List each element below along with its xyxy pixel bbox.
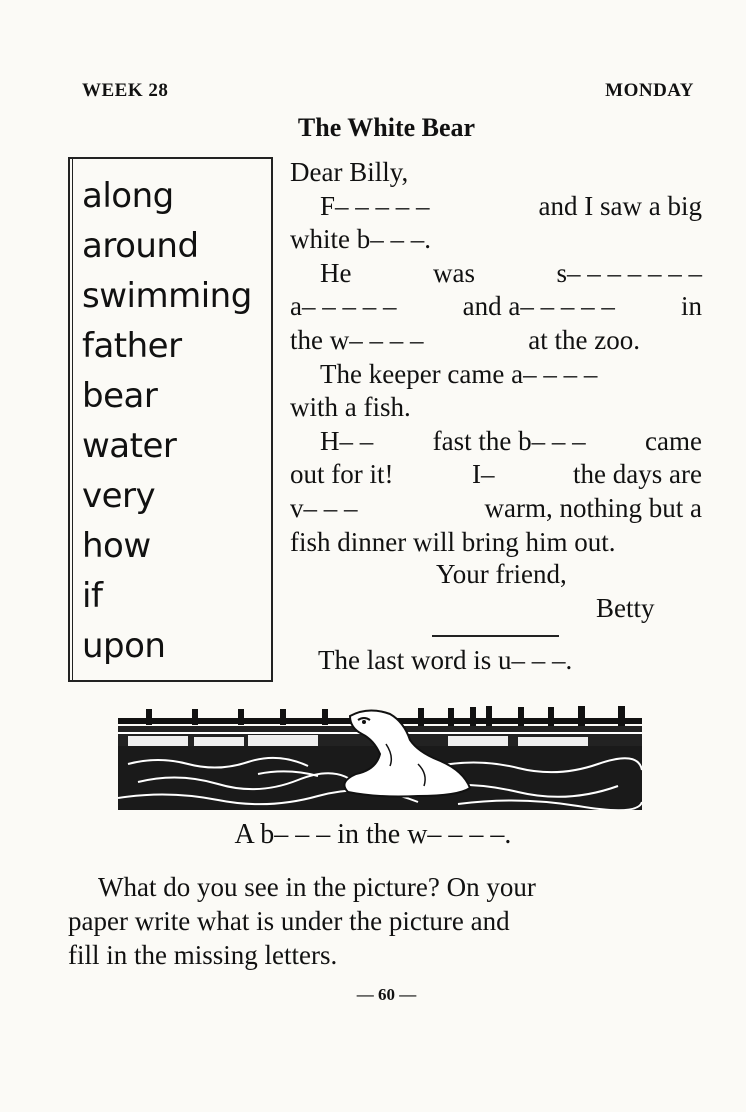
picture-caption: A b– – – in the w– – – –. — [234, 819, 512, 850]
word-list-item: along — [82, 176, 174, 216]
letter-fragment: fast the b– – – — [432, 425, 586, 456]
polar-bear-illustration — [118, 704, 642, 810]
letter-line: The keeper came a– – – – — [320, 358, 598, 389]
letter-fragment: at the zoo. — [528, 324, 640, 355]
letter-fragment: s– – – – – – – — [556, 257, 702, 288]
letter-signature: Betty — [596, 593, 655, 623]
word-list-item: if — [82, 576, 103, 616]
word-list-item: how — [82, 526, 151, 566]
word-list-item: swimming — [82, 276, 252, 316]
word-list-box — [68, 157, 273, 682]
word-list-item: around — [82, 226, 199, 266]
letter-fragment: warm, nothing but a — [484, 492, 702, 523]
instruction-line: fill in the missing letters. — [68, 940, 338, 970]
week-label: WEEK 28 — [82, 80, 169, 101]
instruction-line: paper write what is under the picture and — [68, 906, 510, 936]
word-list-item: upon — [82, 626, 166, 666]
letter-greeting: Dear Billy, — [290, 157, 409, 187]
letter-fragment: the w– – – – — [290, 324, 424, 355]
letter-fragment: He — [320, 257, 352, 288]
letter-fragment: the days are — [573, 459, 702, 490]
word-list-item: water — [82, 426, 177, 466]
letter-closing: Your friend, — [436, 559, 567, 589]
polar-bear-icon — [118, 704, 642, 810]
letter-line — [290, 190, 702, 224]
letter-line — [290, 290, 702, 324]
instructions — [68, 870, 692, 972]
last-word-prompt: The last word is u– – –. — [318, 645, 573, 675]
page-number: — 60 — — [356, 985, 417, 1004]
word-list-item: father — [82, 326, 182, 366]
letter-fragment: I– — [472, 459, 495, 490]
day-label: MONDAY — [605, 80, 694, 101]
word-list-item: very — [82, 476, 156, 516]
letter-fragment: out for it! — [290, 459, 394, 490]
letter-line — [290, 324, 640, 358]
letter-body — [290, 156, 702, 559]
page-title: The White Bear — [297, 113, 476, 142]
word-list-item: bear — [82, 376, 158, 416]
letter-line — [290, 492, 702, 526]
letter-fragment: was — [432, 257, 475, 288]
letter-fragment: in — [680, 291, 702, 322]
letter-fragment: and a– – – – – — [462, 291, 615, 322]
divider — [432, 635, 559, 637]
letter-line — [290, 458, 702, 492]
letter-line — [290, 425, 702, 459]
letter-fragment: H– – — [320, 425, 374, 456]
letter-fragment: came — [645, 425, 702, 456]
letter-fragment: v– – – — [290, 492, 358, 523]
instruction-line: What do you see in the picture? On your — [98, 872, 536, 902]
letter-fragment: and I saw a big — [538, 190, 702, 221]
letter-fragment: a– – – – – — [290, 291, 397, 322]
letter-line — [290, 257, 702, 291]
letter-line: with a fish. — [290, 392, 411, 423]
letter-line: white b– – –. — [290, 224, 431, 255]
letter-line: fish dinner will bring him out. — [290, 526, 616, 557]
letter-fragment: F– – – – – — [320, 190, 430, 221]
